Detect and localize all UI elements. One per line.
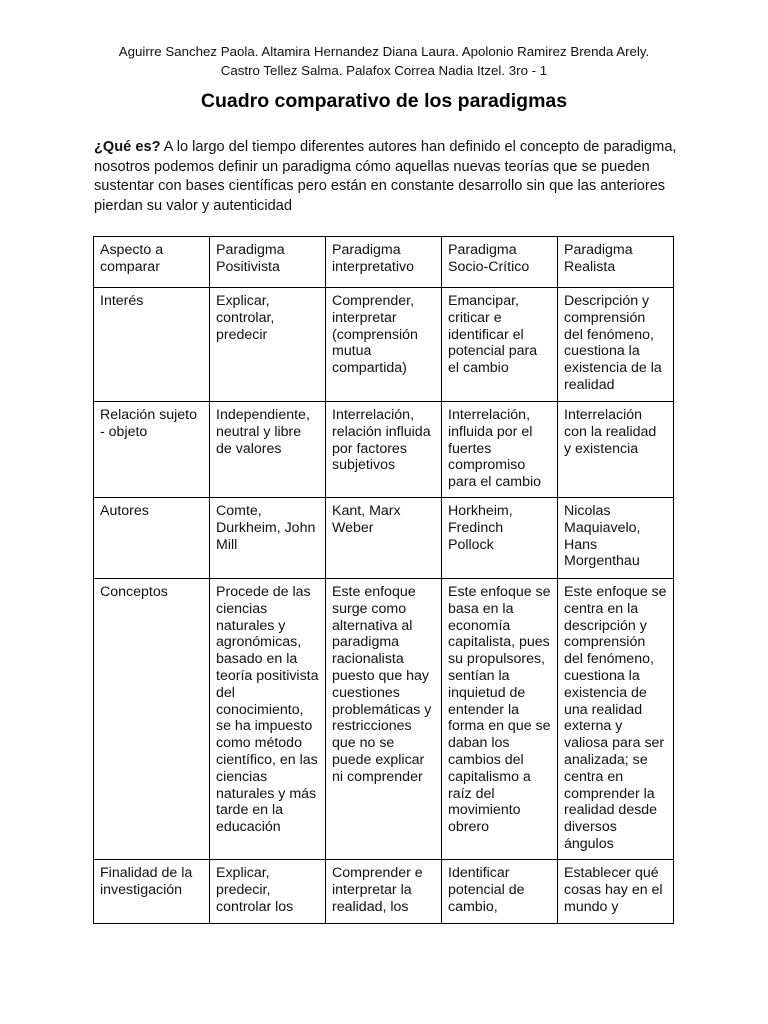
intro-label: ¿Qué es?: [94, 139, 161, 155]
table-cell: Comprender e interpretar la realidad, los: [326, 860, 442, 924]
authors-line-1: Aguirre Sanchez Paola. Altamira Hernandez Diana Laura. Apolonio Ramirez Brenda Arely.: [118, 44, 650, 59]
table-cell: Comprender, interpretar (comprensión mutua compartida): [326, 288, 442, 402]
header-cell: Paradigma interpretativo: [326, 237, 442, 288]
table-cell: Interrelación, relación influida por factores subjetivos: [326, 402, 442, 498]
table-cell: Autores: [94, 498, 210, 579]
table-cell: Nicolas Maquiavelo, Hans Morgenthau: [558, 498, 674, 579]
table-cell: Interés: [94, 288, 210, 402]
comparison-table: [93, 236, 674, 924]
header-cell: Paradigma Realista: [558, 237, 674, 288]
table-cell: Establecer qué cosas hay en el mundo y: [558, 860, 674, 924]
table-cell: Independiente, neutral y libre de valores: [210, 402, 326, 498]
table-cell: Este enfoque surge como alternativa al paradigma racionalista puesto que hay cuestiones problemáticas y restricciones que no se puede explicar ni comprender: [326, 579, 442, 860]
table-cell: Este enfoque se centra en la descripción y comprensión del fenómeno, cuestiona la existencia de una realidad externa y valiosa para ser analizada; se centra en comprender la realidad desde diversos ángulos: [558, 579, 674, 860]
table-cell: Identificar potencial de cambio,: [442, 860, 558, 924]
table-cell: Explicar, predecir, controlar los: [210, 860, 326, 924]
table-row: [94, 288, 674, 402]
table-cell: Finalidad de la investigación: [94, 860, 210, 924]
table-cell: Este enfoque se basa en la economía capitalista, pues su propulsores, sentían la inquietud de entender la forma en que se daban los cambios del capitalismo a raíz del movimiento obrero: [442, 579, 558, 860]
table-row: [94, 498, 674, 579]
table-cell: Descripción y comprensión del fenómeno, cuestiona la existencia de la realidad: [558, 288, 674, 402]
table-cell: Interrelación, influida por el fuertes compromiso para el cambio: [442, 402, 558, 498]
intro-paragraph: [94, 138, 684, 216]
authors-block: [0, 42, 768, 80]
authors-line-2: Castro Tellez Salma. Palafox Correa Nadia Itzel. 3ro - 1: [220, 63, 548, 78]
document-title: Cuadro comparativo de los paradigmas: [200, 90, 568, 112]
table-cell: Conceptos: [94, 579, 210, 860]
table-row: [94, 860, 674, 924]
table-row: [94, 402, 674, 498]
table-cell: Comte, Durkheim, John Mill: [210, 498, 326, 579]
intro-text: A lo largo del tiempo diferentes autores han definido el concepto de paradigma, nosotros podemos definir un paradigma cómo aquellas nuevas teorías que se pueden sustentar con bases científicas pero están en constante desarrollo sin que las anteriores pierdan su valor y autenticidad: [94, 139, 677, 214]
table-cell: Relación sujeto - objeto: [94, 402, 210, 498]
table-header-row: [94, 237, 674, 288]
table-cell: Kant, Marx Weber: [326, 498, 442, 579]
header-cell: Paradigma Socio-Crítico: [442, 237, 558, 288]
table-cell: Procede de las ciencias naturales y agronómicas, basado en la teoría positivista del conocimiento, se ha impuesto como método científico, en las ciencias naturales y más tarde en la educación: [210, 579, 326, 860]
table-cell: Explicar, controlar, predecir: [210, 288, 326, 402]
header-cell: Paradigma Positivista: [210, 237, 326, 288]
table-cell: Interrelación con la realidad y existencia: [558, 402, 674, 498]
header-cell: Aspecto a comparar: [94, 237, 210, 288]
table-cell: Horkheim, Fredinch Pollock: [442, 498, 558, 579]
table-cell: Emancipar, criticar e identificar el potencial para el cambio: [442, 288, 558, 402]
table-row: [94, 579, 674, 860]
